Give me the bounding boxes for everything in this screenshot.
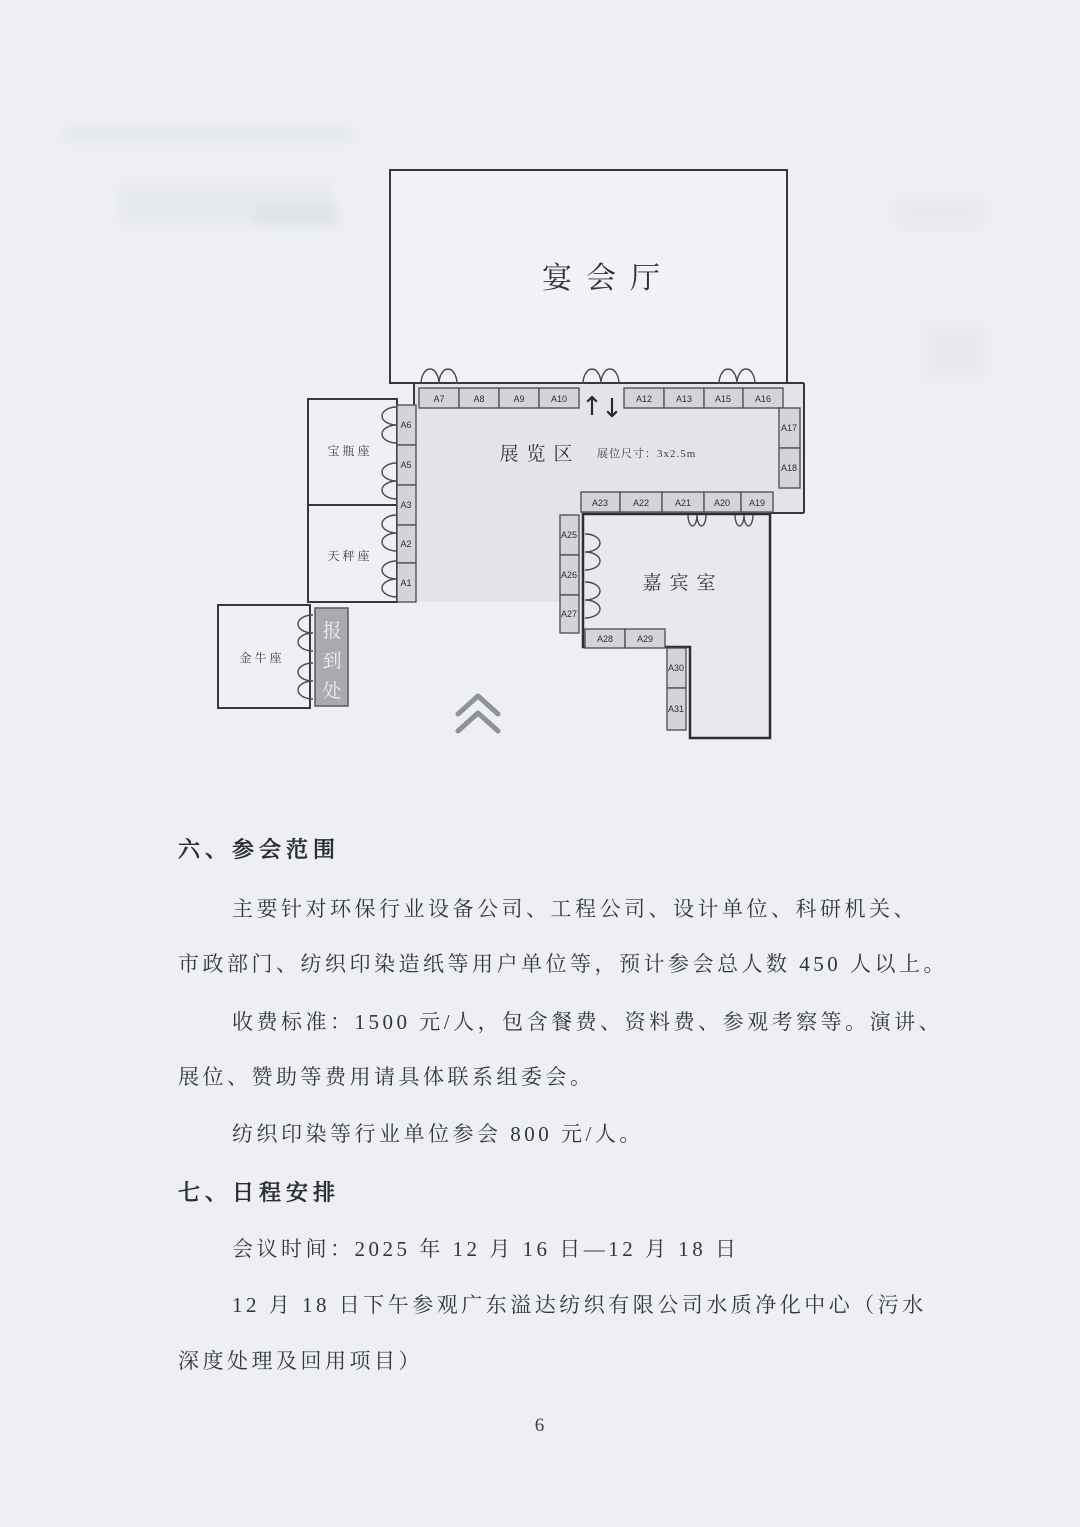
- booth-label: A12: [635, 394, 653, 404]
- room-libra-label: 天秤座: [327, 549, 373, 563]
- body-line: 深度处理及回用项目）: [178, 1349, 423, 1373]
- booth-label: A13: [675, 394, 693, 404]
- booth-label: A23: [591, 498, 609, 508]
- booth-label: A8: [473, 394, 485, 404]
- body-line: 纺织印染等行业单位参会 800 元/人。: [232, 1122, 644, 1146]
- page-number: 6: [534, 1415, 546, 1436]
- body-line: 市政部门、纺织印染造纸等用户单位等，预计参会总人数 450 人以上。: [178, 952, 948, 976]
- booth-label: A31: [667, 704, 685, 714]
- booth-label: A1: [400, 578, 412, 588]
- down-arrow-icon: ↓: [601, 394, 623, 424]
- body-line: 收费标准：1500 元/人，包含餐费、资料费、参观考察等。演讲、: [232, 1010, 944, 1034]
- booth-size-note: 展位尺寸：3x2.5m: [597, 448, 697, 460]
- registration-label: 处: [322, 681, 342, 702]
- banquet-hall-label: 宴会厅: [542, 262, 674, 295]
- exhibit-area-label: 展览区: [499, 444, 581, 465]
- booth-label: A19: [748, 498, 766, 508]
- section-seven-heading: 七、日程安排: [178, 1180, 341, 1205]
- booth-label: A2: [400, 539, 412, 549]
- room-aquarius-label: 宝瓶座: [327, 444, 373, 458]
- section-six-heading: 六、参会范围: [178, 837, 341, 862]
- booth-label: A27: [560, 609, 578, 619]
- booth-label: A17: [780, 423, 798, 433]
- booth-label: A7: [433, 394, 445, 404]
- booth-label: A18: [780, 463, 798, 473]
- body-line: 12 月 18 日下午参观广东溢达纺织有限公司水质净化中心（污水: [232, 1293, 927, 1317]
- booth-label: A26: [560, 570, 578, 580]
- booth-label: A15: [714, 394, 732, 404]
- up-arrow-icon: ↑: [581, 392, 603, 422]
- booth-label: A20: [713, 498, 731, 508]
- booth-label: A29: [636, 634, 654, 644]
- body-line: 会议时间：2025 年 12 月 16 日—12 月 18 日: [232, 1237, 740, 1261]
- guest-room-label: 嘉宾室: [642, 573, 724, 594]
- body-line: 展位、赞助等费用请具体联系组委会。: [178, 1065, 595, 1089]
- body-line: 主要针对环保行业设备公司、工程公司、设计单位、科研机关、: [232, 897, 918, 921]
- booth-label: A10: [550, 394, 568, 404]
- booth-label: A21: [674, 498, 692, 508]
- booth-label: A9: [513, 394, 525, 404]
- booth-label: A3: [400, 500, 412, 510]
- registration-label: 到: [322, 651, 342, 672]
- booth-label: A25: [560, 530, 578, 540]
- booth-label: A30: [667, 663, 685, 673]
- booth-label: A28: [596, 634, 614, 644]
- entrance-chevron-icon: [458, 713, 498, 731]
- room-taurus-label: 金牛座: [239, 651, 285, 665]
- registration-label: 报: [322, 621, 342, 642]
- booth-label: A6: [400, 420, 412, 430]
- booth-label: A5: [400, 460, 412, 470]
- booth-label: A16: [754, 394, 772, 404]
- booth-label: A22: [632, 498, 650, 508]
